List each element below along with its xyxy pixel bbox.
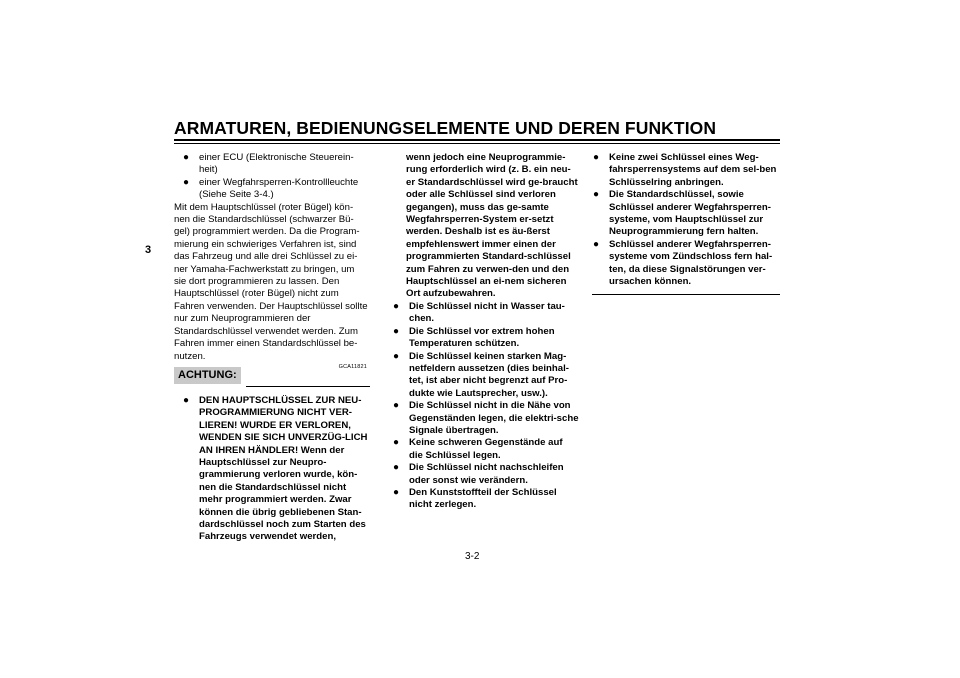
bullet-icon: ● xyxy=(183,176,190,188)
bullet-icon: ● xyxy=(393,300,400,312)
body-paragraph: Mit dem Hauptschlüssel (roter Bügel) kön-nen die Standardschlüssel (schwarzer Bü-gel) programmiert werden. Da die Program-mierung ein schwieriges Verfahren ist, sind das Fahrzeug und alle drei Schlüssel zu ei-ner Yamaha-Fachwerkstatt zu bringen, um sie dort programmieren zu lassen. Den Hauptschlüssel (roter Bügel) nicht zum Fahren verwenden. Der Hauptschlüssel sollte nur zum Neuprogrammieren der Standardschlüssel verwendet werden. Zum Fahren immer einen Standardschlüssel be-nutzen. xyxy=(174,201,368,362)
title-rule xyxy=(174,139,780,141)
bullet-icon: ● xyxy=(393,325,400,337)
achtung-header xyxy=(174,365,369,387)
list-item xyxy=(584,152,780,189)
list-item xyxy=(174,177,369,202)
list-item-text: Die Schlüssel nicht in Wasser tau-chen. xyxy=(409,300,565,325)
bullet-icon: ● xyxy=(183,394,190,406)
list-item xyxy=(584,189,780,239)
list-item-text: einer Wegfahrsperren-Kontrollleuchte (Siehe Seite 3-4.) xyxy=(199,176,359,201)
bullet-icon: ● xyxy=(393,350,400,362)
title-rule-thin xyxy=(174,143,780,144)
list-item xyxy=(384,301,579,326)
list-item-text: Keine schweren Gegenstände auf die Schlüssel legen. xyxy=(409,437,563,461)
page-title: ARMATUREN, BEDIENUNGSELEMENTE UND DEREN FUNKTION xyxy=(174,118,717,138)
continued-text: wenn jedoch eine Neuprogrammie-rung erforderlich wird (z. B. ein neu-er Standardschlüssel wird ge-braucht oder alle Schlüssel sind verloren gegangen), muss das ge-samte Wegfahrsperren-System er-setzt werden. Deshalb ist es äu-ßerst empfehlenswert immer einen der programmierten Standard-schlüssel zum Fahren zu verwen-den und den Hauptschlüssel an ei-nem sicheren Ort aufzubewahren. xyxy=(406,152,578,300)
page-number: 3-2 xyxy=(465,551,480,562)
bullet-icon: ● xyxy=(593,238,600,250)
bullet-icon: ● xyxy=(393,486,400,498)
list-item-text: Den Kunststoffteil der Schlüssel nicht zerlegen. xyxy=(409,486,557,511)
bullet-icon: ● xyxy=(593,152,600,163)
list-item xyxy=(384,351,579,401)
achtung-code: GCA11821 xyxy=(338,363,367,370)
list-item xyxy=(384,487,579,512)
list-item-text: DEN HAUPTSCHLÜSSEL ZUR NEU-PROGRAMMIERUNG NICHT VER-LIEREN! WURDE ER VERLOREN, WENDEN SIE SICH UNVERZÜG-LICH AN IHREN HÄNDLER! Wenn der Hauptschlüssel zur Neupro-grammierung verloren wurde, kön-nen die Standardschlüssel nicht mehr programmiert werden. Zwar können die übrig gebliebenen Stan-dardschlüssel noch zum Starten des Fahrzeugs verwendet werden, xyxy=(199,394,368,543)
column-1 xyxy=(174,152,369,544)
list-item xyxy=(584,239,780,289)
list-item xyxy=(384,462,579,487)
list-item xyxy=(384,437,579,462)
list-item xyxy=(384,326,579,351)
list-item-text: einer ECU (Elektronische Steuerein-heit) xyxy=(199,152,354,176)
bullet-icon: ● xyxy=(393,437,400,449)
achtung-rule xyxy=(246,386,370,387)
column-2 xyxy=(384,152,579,512)
section-end-rule xyxy=(592,294,780,295)
bullet-icon: ● xyxy=(593,189,600,201)
list-item xyxy=(384,400,579,437)
list-item-text: Die Schlüssel nicht in die Nähe von Gegenständen legen, die elektri-sche Signale übertragen. xyxy=(409,400,579,436)
list-item-text: Die Standardschlüssel, sowie Schlüssel anderer Wegfahrsperren-systeme, vom Hauptschlüssel zur Neuprogrammierung fern halten. xyxy=(609,189,771,238)
list-item-text: Keine zwei Schlüssel eines Weg-fahrsperrensystems auf dem sel-ben Schlüsselring anbringen. xyxy=(609,152,777,188)
bullet-icon: ● xyxy=(393,400,400,412)
list-item-text: Die Schlüssel keinen starken Mag-netfeldern aussetzen (dies beinhal-tet, ist aber nicht begrenzt auf Pro-dukte wie Lautsprecher, usw.). xyxy=(409,350,569,399)
column-3 xyxy=(584,152,780,295)
chapter-tab: 3 xyxy=(144,244,152,256)
achtung-label: ACHTUNG: xyxy=(174,367,241,384)
bullet-icon: ● xyxy=(183,152,190,163)
list-item-text: Die Schlüssel nicht nachschleifen oder sonst wie verändern. xyxy=(409,462,564,486)
list-item xyxy=(174,395,369,544)
list-item-text: Schlüssel anderer Wegfahrsperren-systeme vom Zündschloss fern hal-ten, da diese Signalstörungen ver-ursachen können. xyxy=(609,238,773,288)
list-item-text: Die Schlüssel vor extrem hohen Temperaturen schützen. xyxy=(409,325,555,350)
list-item xyxy=(174,152,369,177)
bullet-icon: ● xyxy=(393,462,400,474)
